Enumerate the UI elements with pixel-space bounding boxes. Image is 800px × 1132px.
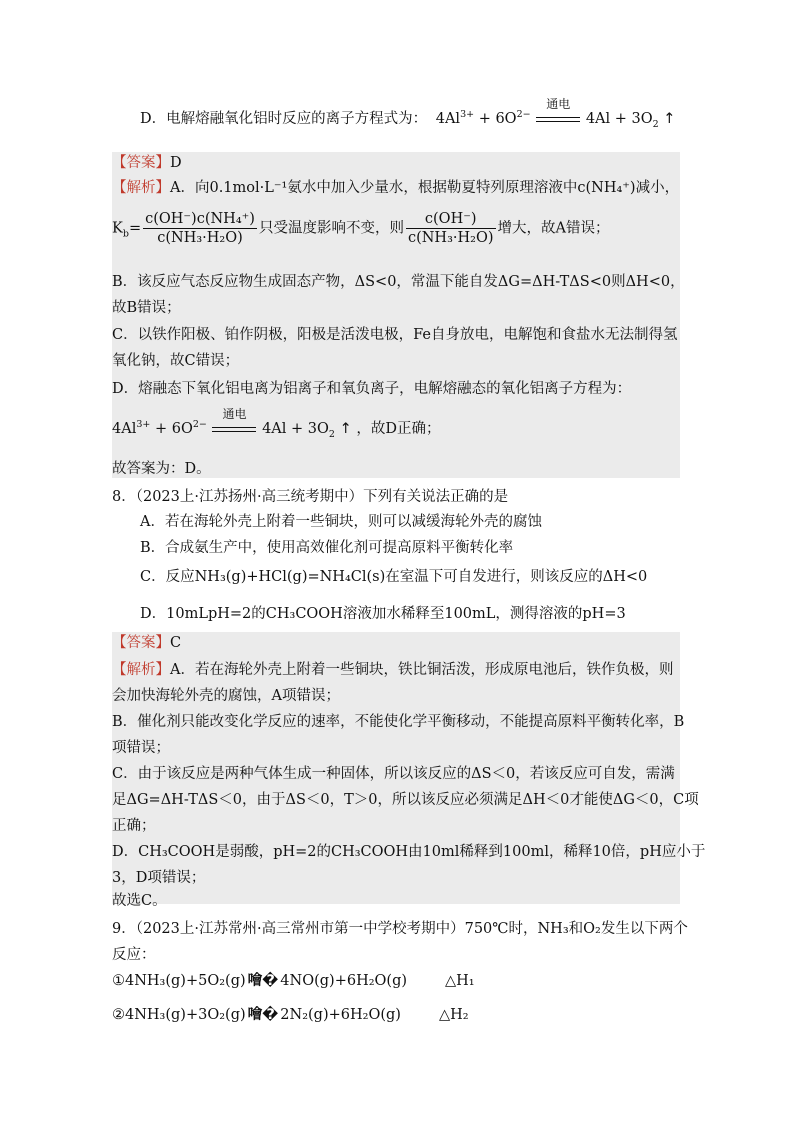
reversible-arrow-icon: 噲� [247,973,279,989]
q9-reaction-1: ①4NH₃(g)+5O₂(g) 噲� 4NO(g)+6H₂O(g) △H₁ [112,970,475,992]
q8-analysis-c3: 正确； [112,818,156,834]
q9-stem-2: 反应： [112,947,156,963]
q7-answer [112,152,182,174]
q7-option-d: D．电解熔融氧化铝时反应的离子方程式为： $4Al^{3+} + 6O^{2-}$ 通电 $4Al + 3O_2$ ↑ [140,97,676,130]
q7-analysis-d2: $4Al^{3+} + 6O^{2-}$ 通电 $4Al + 3O_2$ ↑ ，故D正确； [112,407,441,440]
q8-answer [112,632,181,654]
answer-value: D [170,155,182,171]
q7-analysis-b2: 故B错误； [112,300,181,316]
q8-analysis-a2: 会加快海轮外壳的腐蚀，A项错误； [112,688,340,704]
q8-analysis-c2: 足ΔG=ΔH-TΔS＜0，由于ΔS＜0，T＞0，所以该反应必须满足ΔH＜0才能使ΔG＜0，C项 [112,792,699,808]
q7-analysis-a1: 【解析】A．向0.1mol·L⁻¹氨水中加入少量水，根据勒夏特列原理溶液中c(NH₄⁺)减小， [112,180,680,196]
ratio-fraction: $\frac{c(OH^-)}{\text{c(NH₃·H₂O)}}$ [407,211,494,246]
condition-sign: 通电 [212,418,256,440]
q7-analysis-c1: C．以铁作阳极、铂作阴极，阳极是活泼电极，Fe自身放电，电解饱和食盐水无法制得氢 [112,327,678,343]
condition-sign: 通电 [536,108,580,130]
q8-option-a: A．若在海轮外壳上附着一些铜块，则可以减缓海轮外壳的腐蚀 [140,514,542,530]
q8-analysis-c1: C．由于该反应是两种气体生成一种固体，所以该反应的ΔS＜0，若该反应可自发，需满 [112,766,675,782]
q8-analysis-d1: D．CH₃COOH是弱酸，pH=2的CH₃COOH由10ml稀释到100ml，稀释10倍，pH应小于 [112,844,706,860]
q8-option-d: D．10mLpH=2的CH₃COOH溶液加水稀释至100mL，测得溶液的pH=3 [140,606,626,622]
analysis-tag: 【解析】 [112,180,170,196]
answer-tag: 【答案】 [112,635,170,651]
kb-fraction: $\frac{\text{c(OH⁻)c(NH₄⁺)}}{\text{c(NH₃·H₂O)}}$ [145,211,255,246]
answer-tag: 【答案】 [112,155,170,171]
kb-symbol: K [112,220,123,237]
q9-stem-1: 9．（2023上·江苏常州·高三常州市第一中学校考期中）750℃时，NH₃和O₂发生以下两个 [112,921,688,937]
q7-conclusion: 故答案为：D。 [112,461,211,477]
q7-analysis-b1: B．该反应气态反应物生成固态产物，ΔS<0，常温下能自发ΔG=ΔH-TΔS<0则ΔH<0， [112,274,685,290]
answer-value: C [170,635,182,651]
q9-reaction-2: ②4NH₃(g)+3O₂(g) 噲� 2N₂(g)+6H₂O(g) △H₂ [112,1004,469,1026]
reversible-arrow-icon: 噲� [247,1007,279,1023]
electrolysis-equation: $4Al^{3+} + 6O^{2-}$ 通电 $4Al + 3O_2$ ↑ [435,97,676,130]
q7-analysis-c2: 氧化钠，故C错误； [112,353,240,369]
q8-analysis-a1: 【解析】A．若在海轮外壳上附着一些铜块，铁比铜活泼，形成原电池后，铁作负极，则 [112,662,674,678]
q7-analysis-d1: D．熔融态下氧化铝电离为铝离子和氧负离子，电解熔融态的氧化铝离子方程为： [112,381,632,397]
gas-arrow-icon: ↑ [663,111,676,127]
q8-conclusion: 故选C。 [112,893,167,909]
q8-stem: 8．（2023上·江苏扬州·高三统考期中）下列有关说法正确的是 [112,489,509,505]
q7-analysis-a2: $K_b=$ $\frac{\text{c(OH⁻)c(NH₄⁺)}}{\text{c(NH₃·H₂O)}}$ 只受温度影响不变，则 $\frac{c(OH^-)}{\text{c(NH₃·H₂O)}}$ 增大，故A错误； [112,211,610,246]
q8-option-b: B．合成氨生产中，使用高效催化剂可提高原料平衡转化率 [140,540,514,556]
analysis-tag: 【解析】 [112,662,170,678]
gas-arrow-icon: ↑ [339,421,352,437]
q8-analysis-b2: 项错误； [112,740,170,756]
q8-analysis-b1: B．催化剂只能改变化学反应的速率，不能使化学平衡移动，不能提高原料平衡转化率，B [112,714,685,730]
q8-analysis-d2: 3，D项错误； [112,870,206,886]
q8-option-c: C．反应NH₃(g)+HCl(g)=NH₄Cl(s)在室温下可自发进行，则该反应的ΔH<0 [140,569,648,585]
